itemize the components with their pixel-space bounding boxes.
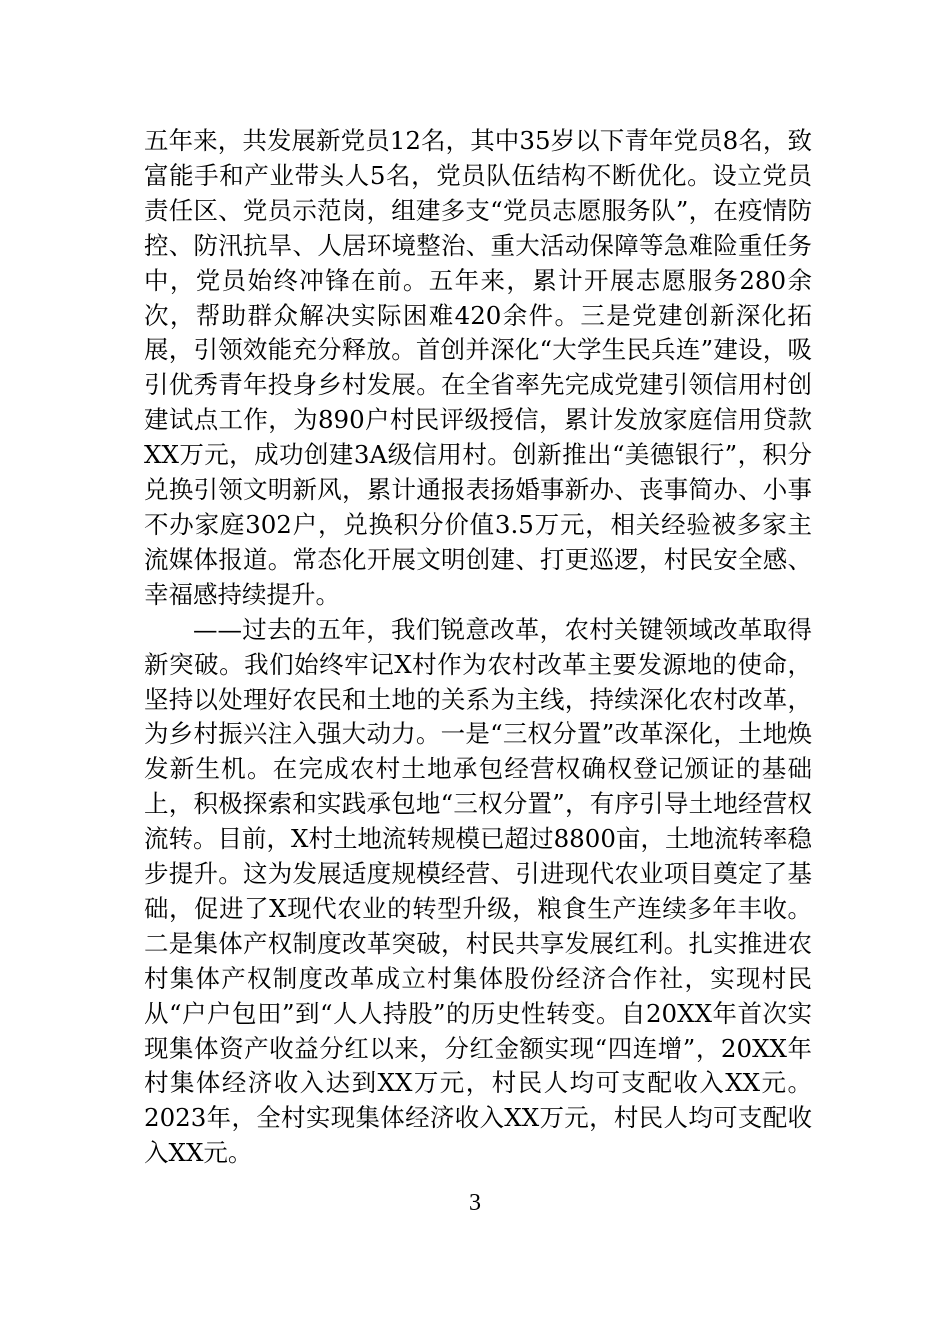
paragraph-2: ——过去的五年，我们锐意改革，农村关键领域改革取得新突破。我们始终牢记X村作为农村改革主要发源地的使命，坚持以处理好农民和土地的关系为主线，持续深化农村改革，为乡村振兴注入强大动力。一是“三权分置”改革深化，土地焕发新生机。在完成农村土地承包经营权确权登记颁证的基础上，积极探索和实践承包地“三权分置”，有序引导土地经营权流转。目前，X村土地流转规模已超过8800亩，土地流转率稳步提升。这为发展适度规模经营、引进现代农业项目奠定了基础，促进了X现代农业的转型升级，粮食生产连续多年丰收。二是集体产权制度改革突破，村民共享发展红利。扎实推进农村集体产权制度改革成立村集体股份经济合作社，实现村民从“户户包田”到“人人持股”的历史性转变。自20XX年首次实现集体资产收益分红以来，分红金额实现“四连增”，20XX年村集体经济收入达到XX万元，村民人均可支配收入XX元。2023年，全村实现集体经济收入XX万元，村民人均可支配收入XX元。 bbox=[144, 614, 812, 1168]
page-number: 3 bbox=[469, 1190, 481, 1216]
document-body bbox=[144, 124, 812, 1171]
paragraph-1: 五年来，共发展新党员12名，其中35岁以下青年党员8名，致富能手和产业带头人5名，党员队伍结构不断优化。设立党员责任区、党员示范岗，组建多支“党员志愿服务队”，在疫情防控、防汛抗旱、人居环境整治、重大活动保障等急难险重任务中，党员始终冲锋在前。五年来，累计开展志愿服务280余次，帮助群众解决实际困难420余件。三是党建创新深化拓展，引领效能充分释放。首创并深化“大学生民兵连”建设，吸引优秀青年投身乡村发展。在全省率先完成党建引领信用村创建试点工作，为890户村民评级授信，累计发放家庭信用贷款XX万元，成功创建3A级信用村。创新推出“美德银行”，积分兑换引领文明新风，累计通报表扬婚事新办、丧事简办、小事不办家庭302户，兑换积分价值3.5万元，相关经验被多家主流媒体报道。常态化开展文明创建、打更巡逻，村民安全感、幸福感持续提升。 bbox=[144, 126, 812, 609]
